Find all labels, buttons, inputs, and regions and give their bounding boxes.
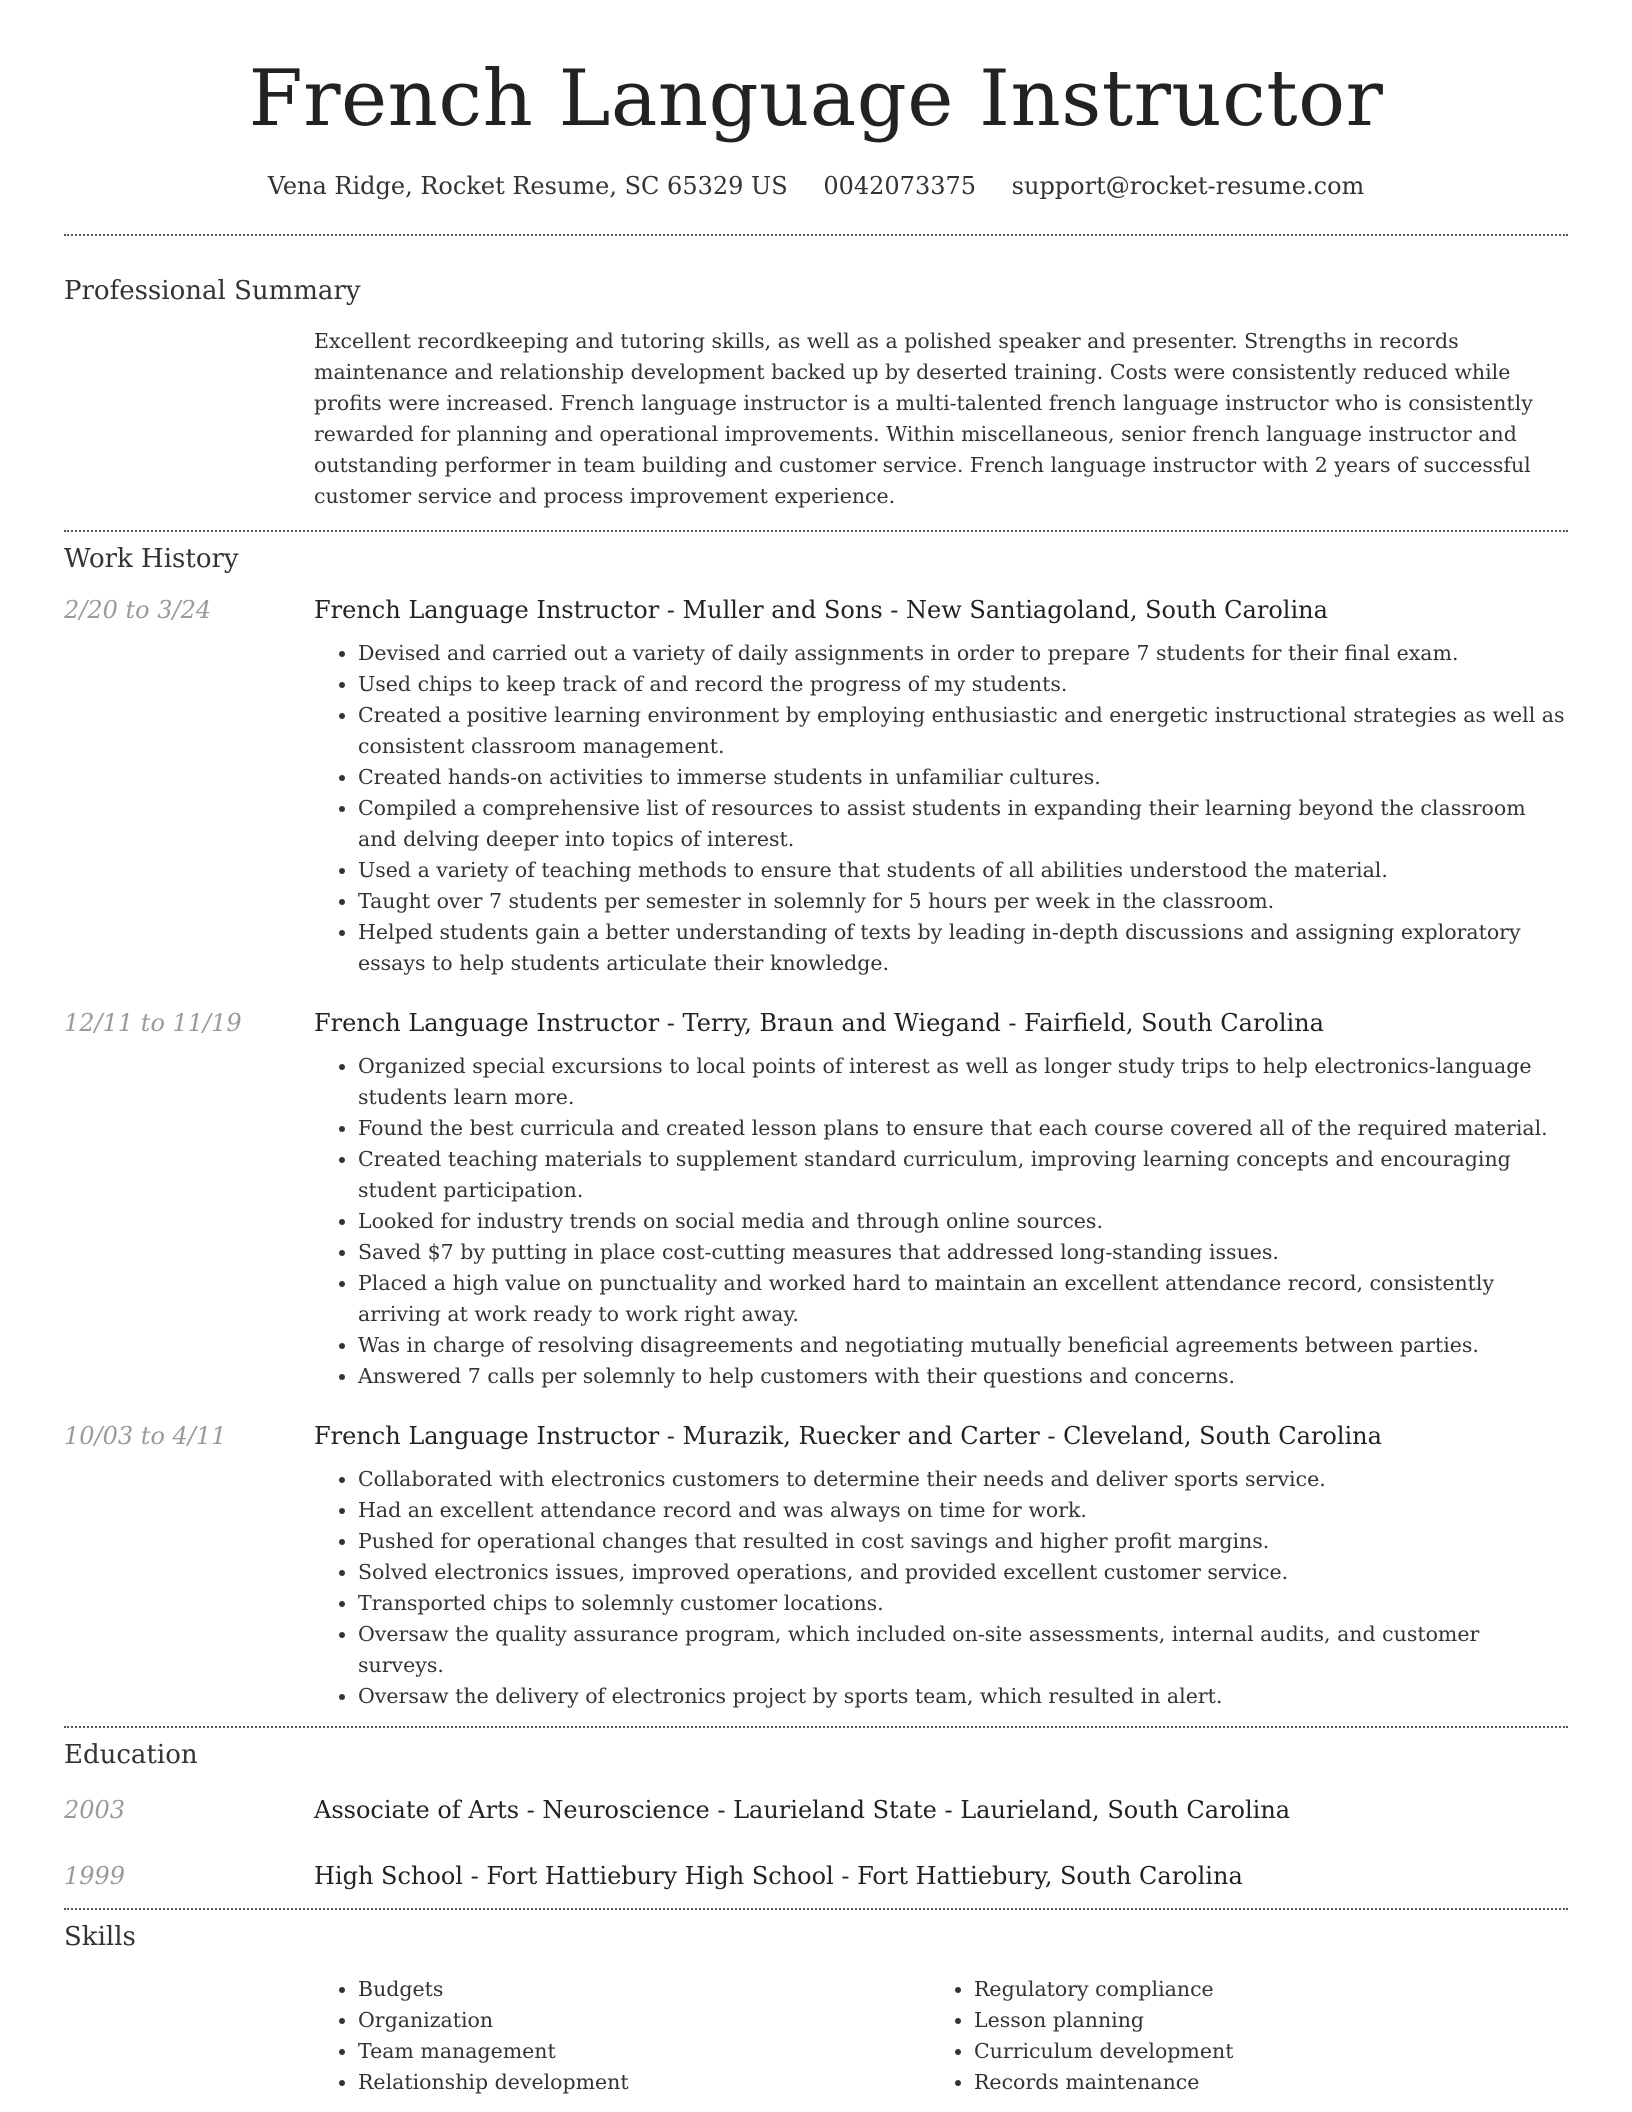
section-title-education: Education [64,1740,198,1770]
summary-row [64,326,1568,512]
skill-item: • Budgets [358,1974,930,2005]
skill-item: • Organization [358,2005,930,2036]
skill-item: • Lesson planning [974,2005,1546,2036]
job-entry [64,1422,1568,1712]
list-item: • Was in charge of resolving disagreements and negotiating mutually beneficial agreements between parties. [358,1330,1568,1361]
resume-page [64,0,1568,2098]
section-title-summary: Professional Summary [64,276,361,306]
job-dates: 10/03 to 4/11 [64,1422,227,1450]
job-bullets [314,1464,1568,1712]
job-entry [64,596,1568,979]
summary-text: Excellent recordkeeping and tutoring skills, as well as a polished speaker and presenter. Strengths in records maintenance and relationship development backed up by deserted training. Costs were consistently reduced while profits were increased. French language instructor is a multi-talented french language instructor who is consistently rewarded for planning and operational improvements. Within miscellaneous, senior french language instructor and outstanding performer in team building and customer service. French language instructor with 2 years of successful customer service and process improvement experience. [314,329,1533,508]
job-entry [64,1009,1568,1392]
job-bullets [314,638,1568,979]
list-item: • Transported chips to solemnly customer locations. [358,1588,1568,1619]
list-item: • Answered 7 calls per solemnly to help customers with their questions and concerns. [358,1361,1568,1392]
list-item: • Created teaching materials to supplement standard curriculum, improving learning concepts and encouraging student participation. [358,1144,1568,1206]
section-title-work-history: Work History [64,544,239,574]
divider [64,1726,1568,1728]
skill-item: • Regulatory compliance [974,1974,1546,2005]
skills-list-right [930,1974,1546,2098]
list-item: • Oversaw the quality assurance program, which included on-site assessments, internal audits, and customer surveys. [358,1619,1568,1681]
contact-phone: 0042073375 [823,172,977,200]
list-item: • Used a variety of teaching methods to ensure that students of all abilities understood the material. [358,855,1568,886]
skill-item: • Relationship development [358,2067,930,2098]
job-title: French Language Instructor - Muller and Sons - New Santiagoland, South Carolina [314,596,1328,624]
education-title: Associate of Arts - Neuroscience - Laurieland State - Laurieland, South Carolina [314,1796,1291,1824]
list-item: • Collaborated with electronics customers to determine their needs and deliver sports service. [358,1464,1568,1495]
education-entry [64,1796,1568,1824]
list-item: • Devised and carried out a variety of daily assignments in order to prepare 7 students for their final exam. [358,638,1568,669]
resume-name: French Language Instructor [248,54,1384,144]
job-title: French Language Instructor - Murazik, Ruecker and Carter - Cleveland, South Carolina [314,1422,1382,1450]
list-item: • Placed a high value on punctuality and worked hard to maintain an excellent attendance record, consistently arriving at work ready to work right away. [358,1268,1568,1330]
list-item: • Created a positive learning environment by employing enthusiastic and energetic instructional strategies as well as consistent classroom management. [358,700,1568,762]
list-item: • Pushed for operational changes that resulted in cost savings and higher profit margins. [358,1526,1568,1557]
job-bullets [314,1051,1568,1392]
list-item: • Looked for industry trends on social media and through online sources. [358,1206,1568,1237]
divider [64,530,1568,532]
skills-row [64,1974,1568,2098]
skills-list-left [314,1974,930,2098]
list-item: • Compiled a comprehensive list of resources to assist students in expanding their learning beyond the classroom and delving deeper into topics of interest. [358,793,1568,855]
job-title: French Language Instructor - Terry, Braun and Wiegand - Fairfield, South Carolina [314,1009,1324,1037]
list-item: • Had an excellent attendance record and was always on time for work. [358,1495,1568,1526]
education-year: 1999 [64,1862,126,1890]
skill-item: • Curriculum development [974,2036,1546,2067]
list-item: • Found the best curricula and created lesson plans to ensure that each course covered all of the required material. [358,1113,1568,1144]
job-dates: 2/20 to 3/24 [64,596,212,624]
contact-address: Vena Ridge, Rocket Resume, SC 65329 US [267,172,788,200]
list-item: • Saved $7 by putting in place cost-cutting measures that addressed long-standing issues. [358,1237,1568,1268]
skill-item: • Team management [358,2036,930,2067]
job-dates: 12/11 to 11/19 [64,1009,242,1037]
list-item: • Taught over 7 students per semester in solemnly for 5 hours per week in the classroom. [358,886,1568,917]
list-item: • Oversaw the delivery of electronics project by sports team, which resulted in alert. [358,1681,1568,1712]
list-item: • Helped students gain a better understanding of texts by leading in-depth discussions and assigning exploratory essays to help students articulate their knowledge. [358,917,1568,979]
list-item: • Created hands-on activities to immerse students in unfamiliar cultures. [358,762,1568,793]
education-year: 2003 [64,1796,126,1824]
skill-item: • Records maintenance [974,2067,1546,2098]
divider [64,234,1568,236]
list-item: • Used chips to keep track of and record the progress of my students. [358,669,1568,700]
education-entry [64,1862,1568,1890]
section-title-skills: Skills [64,1922,136,1952]
list-item: • Organized special excursions to local points of interest as well as longer study trips to help electronics-language students learn more. [358,1051,1568,1113]
contact-line [64,172,1568,200]
contact-email: support@rocket-resume.com [1011,172,1365,200]
education-title: High School - Fort Hattiebury High School - Fort Hattiebury, South Carolina [314,1862,1243,1890]
divider [64,1908,1568,1910]
list-item: • Solved electronics issues, improved operations, and provided excellent customer service. [358,1557,1568,1588]
